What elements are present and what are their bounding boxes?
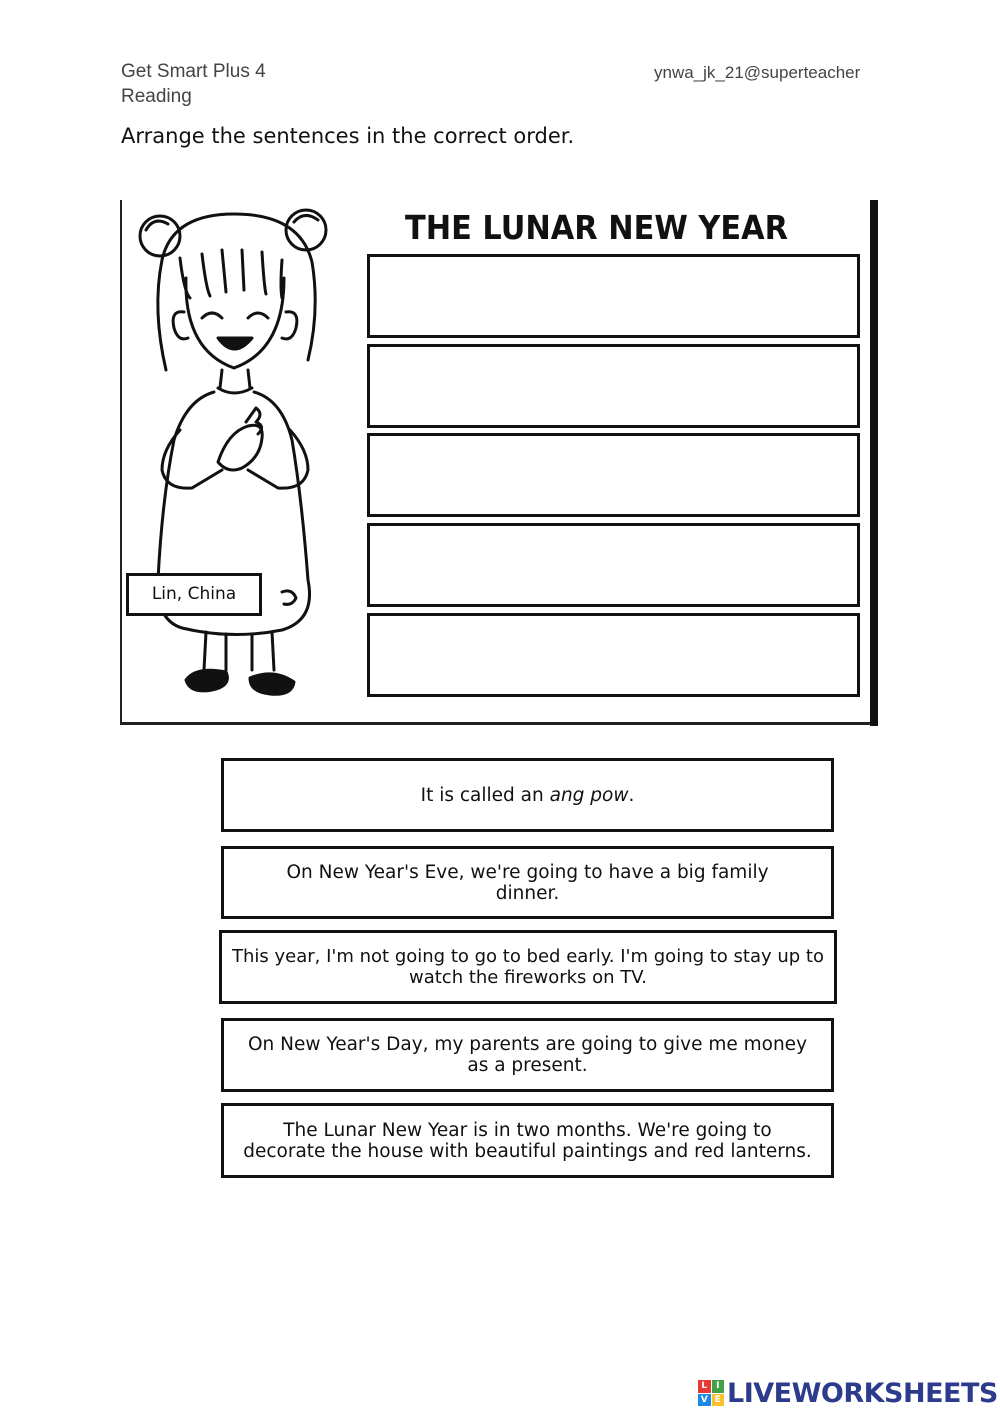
skill-label: Reading	[121, 86, 192, 107]
badge-letter: L	[698, 1380, 711, 1393]
answer-slot-1[interactable]	[367, 254, 860, 338]
instructions: Arrange the sentences in the correct order.	[121, 124, 575, 148]
sentence-card-5[interactable]	[221, 1103, 834, 1178]
answer-slot-4[interactable]	[367, 523, 860, 607]
author-credit: ynwa_jk_21@superteacher	[654, 63, 861, 82]
sentence-card-text: It is called an ang pow.	[420, 784, 635, 806]
answer-slot-5[interactable]	[367, 613, 860, 697]
answer-slot-3[interactable]	[367, 433, 860, 517]
badge-letter: E	[712, 1394, 725, 1407]
panel-border-bottom	[120, 722, 878, 725]
badge-letter: I	[712, 1380, 725, 1393]
sentence-card-4[interactable]	[221, 1018, 834, 1092]
sentence-card-text: The Lunar New Year is in two months. We're going to decorate the house with beautiful paintings and red lanterns.	[243, 1119, 812, 1162]
girl-illustration	[122, 200, 362, 710]
sentence-card-1[interactable]	[221, 758, 834, 832]
sentence-card-2[interactable]	[221, 846, 834, 919]
worksheet-title: THE LUNAR NEW YEAR	[405, 208, 789, 247]
liveworksheets-logo	[698, 1376, 998, 1410]
logo-text: LIVEWORKSHEETS	[727, 1377, 998, 1409]
answer-slot-2[interactable]	[367, 344, 860, 428]
sentence-card-text: This year, I'm not going to go to bed early. I'm going to stay up to watch the fireworks on TV.	[232, 946, 825, 988]
badge-letter: V	[698, 1394, 711, 1407]
panel-border-right	[870, 200, 878, 726]
sentence-card-text: On New Year's Day, my parents are going to give me money as a present.	[247, 1034, 808, 1076]
course-title: Get Smart Plus 4	[121, 61, 266, 82]
sentence-card-text: On New Year's Eve, we're going to have a big family dinner.	[286, 861, 769, 904]
logo-badge-icon	[698, 1380, 724, 1406]
sentence-card-3[interactable]	[219, 930, 837, 1004]
character-label: Lin, China	[126, 573, 262, 616]
